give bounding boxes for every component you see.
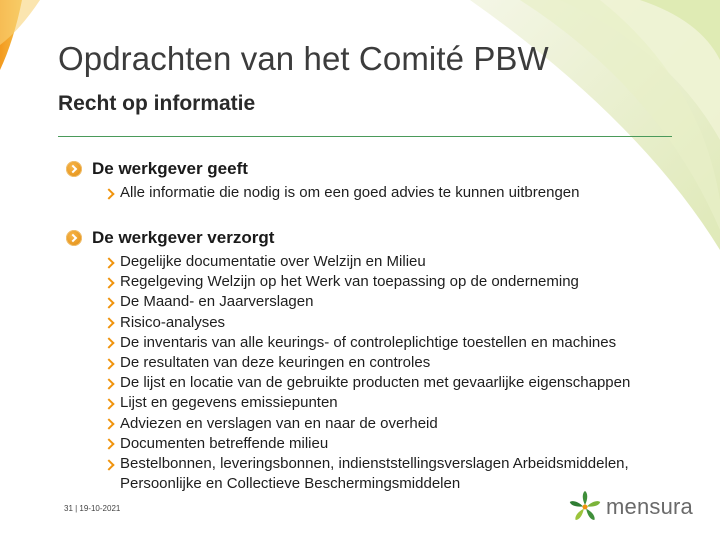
orange-chevron-icon [104,183,118,203]
list-item: De lijst en locatie van de gebruikte producten met gevaarlijke eigenschappen [104,373,664,393]
orange-chevron-icon [104,434,118,454]
list-item: Lijst en gegevens emissiepunten [104,393,664,413]
slide-subtitle: Recht op informatie [58,92,256,115]
orange-chevron-icon [104,333,118,353]
orange-chevron-icon [104,353,118,373]
list-item: De inventaris van alle keurings- of controleplichtige toestellen en machines [104,333,664,353]
orange-chevron-icon [104,292,118,312]
leaf-star-icon [568,490,602,524]
title-divider [58,136,672,137]
list-item: Degelijke documentatie over Welzijn en Milieu [104,252,664,272]
section-heading-row [66,227,664,249]
orange-circle-chevron-icon [66,230,82,246]
section-heading: De werkgever verzorgt [92,228,275,247]
orange-chevron-icon [104,252,118,272]
list-item: De resultaten van deze keuringen en controles [104,353,664,373]
orange-chevron-icon [104,272,118,292]
orange-chevron-icon [104,414,118,434]
list-item: Adviezen en verslagen van en naar de overheid [104,414,664,434]
orange-chevron-icon [104,454,118,474]
mensura-logo [568,490,693,524]
list-item: De Maand- en Jaarverslagen [104,292,664,312]
section-werkgever-geeft [66,158,579,203]
section-heading: De werkgever geeft [92,159,248,178]
list-item: Regelgeving Welzijn op het Werk van toepassing op de onderneming [104,272,664,292]
list-item: Bestelbonnen, leveringsbonnen, indienststellingsverslagen Arbeidsmiddelen, Persoonlijke en Collectieve Beschermingsmiddelen [104,454,664,494]
list-item: Risico-analyses [104,313,664,333]
orange-chevron-icon [104,393,118,413]
section-item-list [104,183,579,203]
logo-wordmark: mensura [606,494,693,519]
list-item: Alle informatie die nodig is om een goed advies te kunnen uitbrengen [104,183,579,203]
orange-circle-chevron-icon [66,161,82,177]
slide-title: Opdrachten van het Comité PBW [58,40,549,77]
list-item: Documenten betreffende milieu [104,434,664,454]
section-werkgever-verzorgt [66,227,664,494]
section-item-list [104,252,664,494]
footer-page-info: 31 | 19-10-2021 [64,504,121,513]
section-heading-row [66,158,579,180]
orange-chevron-icon [104,313,118,333]
orange-chevron-icon [104,373,118,393]
